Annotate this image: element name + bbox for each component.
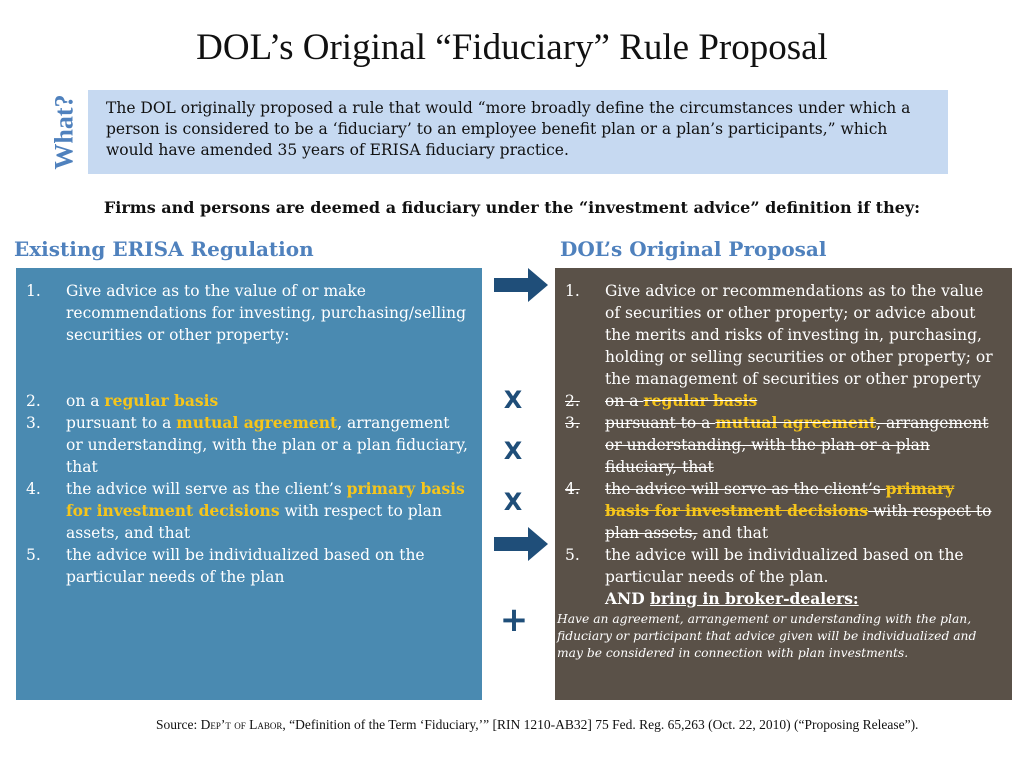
highlight-regular-basis: regular basis xyxy=(643,391,758,410)
middle-right-arrow-icon xyxy=(494,527,550,561)
source-agency: Dep’t of Labor xyxy=(200,717,283,732)
existing-criterion-5 xyxy=(26,544,468,588)
existing-criteria-list xyxy=(26,280,468,588)
criterion-text: the advice will serve as the client’s xyxy=(66,480,347,498)
list-number: 1. xyxy=(26,282,41,300)
existing-criterion-2 xyxy=(26,390,468,412)
top-right-arrow-icon xyxy=(494,268,550,302)
original-proposal-heading: DOL’s Original Proposal xyxy=(560,237,827,261)
list-number: 4. xyxy=(26,480,41,498)
existing-criterion-1 xyxy=(26,280,468,346)
slide-title: DOL’s Original “Fiduciary” Rule Proposal xyxy=(196,27,828,68)
list-number: 4. xyxy=(565,480,580,498)
criterion-text: with respect to plan assets, xyxy=(605,502,992,542)
criterion-text: on a xyxy=(66,392,105,410)
list-number: 2. xyxy=(565,392,580,410)
broker-dealers-note: Have an agreement, arrangement or understanding with the plan, fiduciary or participant that advice given will be individualized and may be considered in connection with plan investments. xyxy=(557,612,977,660)
criterion-text: with respect to plan assets, and that xyxy=(66,502,442,542)
existing-regulation-panel xyxy=(16,268,482,700)
list-number: 1. xyxy=(565,282,580,300)
source-detail: , “Definition of the Term ‘Fiduciary,’” [RIN 1210-AB32] 75 Fed. Reg. 65,263 (Oct. 22, 2010) (“Proposing Release”). xyxy=(282,717,919,732)
x-mark-icon: X xyxy=(503,386,523,414)
highlight-regular-basis: regular basis xyxy=(104,391,219,410)
criterion-text: , arrangement or understanding, with the plan or a plan fiduciary, that xyxy=(605,414,989,476)
existing-criterion-3 xyxy=(26,412,468,478)
highlight-mutual-agreement: mutual agreement xyxy=(176,413,338,432)
list-number: 3. xyxy=(565,414,580,432)
proposal-criterion-3 xyxy=(565,412,1000,478)
proposal-criterion-4 xyxy=(565,478,1000,544)
and-text: AND xyxy=(605,589,651,608)
highlight-primary-basis: primary basis for investment decisions xyxy=(605,479,955,520)
proposal-criterion-1 xyxy=(565,280,1000,390)
criterion-text: pursuant to a xyxy=(605,414,716,432)
criterion-text: Give advice or recommendations as to the value of securities or other property; or advice about the merits and risks of investing in, purchasing, holding or selling securities or other property; or the management of securities or other property xyxy=(605,282,993,388)
criterion-text: pursuant to a xyxy=(66,414,177,432)
criterion-text: the advice will be individualized based on the particular needs of the plan. xyxy=(605,546,964,586)
list-number: 3. xyxy=(26,414,41,432)
broker-dealers-line xyxy=(565,588,1000,610)
existing-regulation-heading: Existing ERISA Regulation xyxy=(14,237,314,261)
proposal-criteria-list xyxy=(565,280,1000,588)
original-proposal-panel xyxy=(555,268,1012,700)
what-label-text: What? xyxy=(50,94,79,170)
broker-dealers-text: bring in broker-dealers: xyxy=(650,589,859,608)
x-mark-icon: X xyxy=(503,488,523,516)
criterion-text: Give advice as to the value of or make recommendations for investing, purchasing/selling securities or other property: xyxy=(66,282,467,344)
list-number: 5. xyxy=(26,546,41,564)
list-number: 2. xyxy=(26,392,41,410)
what-label xyxy=(48,90,82,174)
what-description-box xyxy=(88,90,948,174)
what-description-text: The DOL originally proposed a rule that would “more broadly define the circumstances under which a person is considered to be a ‘fiduciary’ to an employee benefit plan or a plan’s participants,” which would have amended 35 years of ERISA fiduciary practice. xyxy=(106,99,911,159)
criterion-text: and that xyxy=(697,524,769,542)
source-citation xyxy=(156,716,966,734)
list-number: 5. xyxy=(565,546,580,564)
plus-mark-icon: + xyxy=(499,600,529,640)
source-prefix: Source: xyxy=(156,717,201,732)
highlight-primary-basis: primary basis for investment decisions xyxy=(66,479,465,520)
criterion-text: on a xyxy=(605,392,644,410)
definition-subheading: Firms and persons are deemed a fiduciary under the “investment advice” definition if they: xyxy=(103,198,921,217)
existing-criterion-4 xyxy=(26,478,468,544)
criterion-text: the advice will be individualized based on the particular needs of the plan xyxy=(66,546,425,586)
proposal-criterion-2 xyxy=(565,390,1000,412)
highlight-mutual-agreement: mutual agreement xyxy=(715,413,877,432)
list-spacer xyxy=(26,346,468,390)
criterion-text: the advice will serve as the client’s xyxy=(605,480,886,498)
x-mark-icon: X xyxy=(503,437,523,465)
proposal-criterion-5 xyxy=(565,544,1000,588)
criterion-text: , arrangement or understanding, with the plan or a plan fiduciary, that xyxy=(66,414,468,476)
